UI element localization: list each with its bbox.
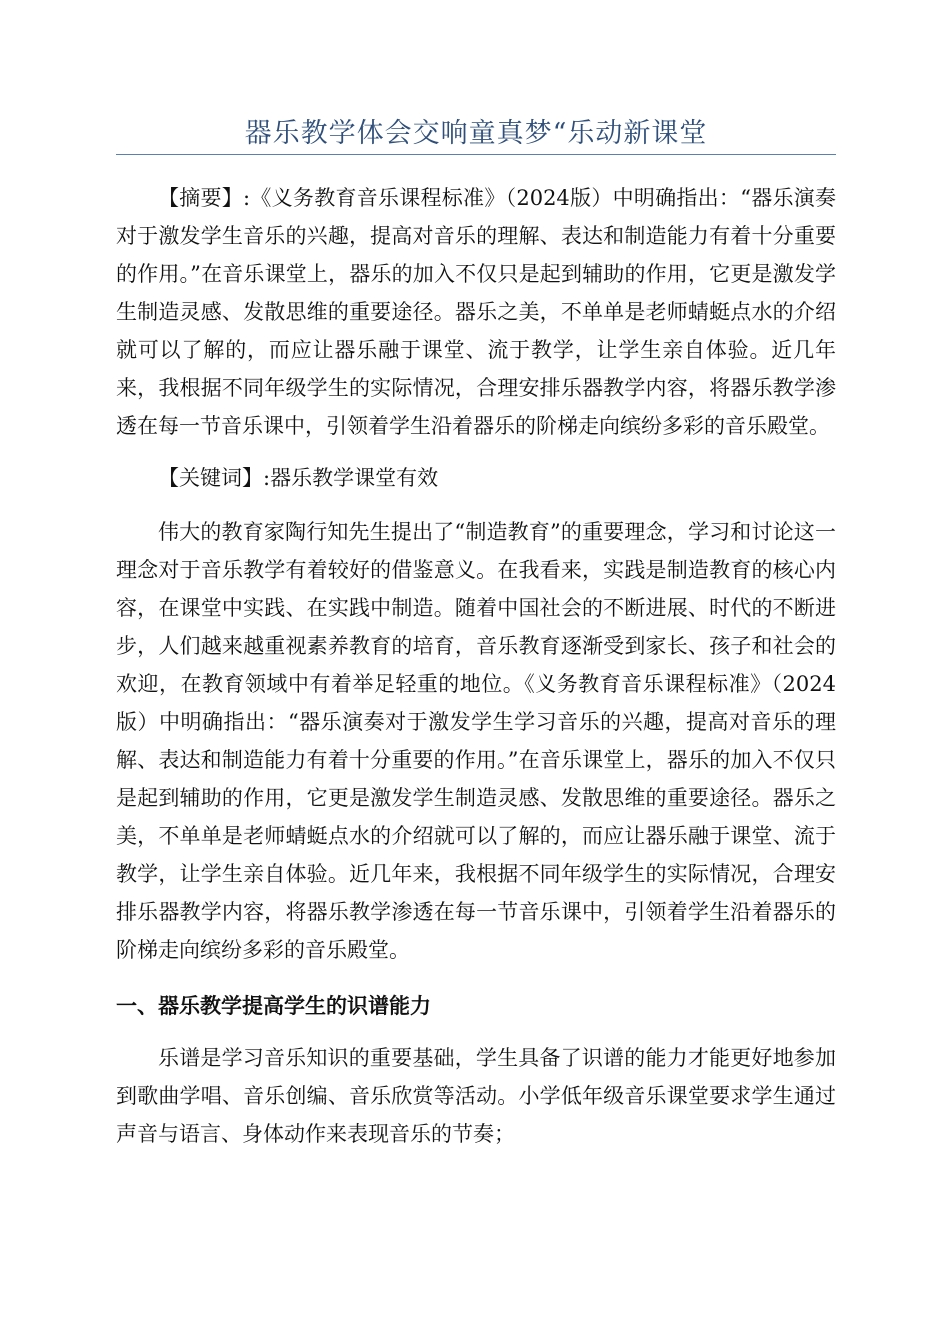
title-underline xyxy=(116,154,836,155)
abstract-paragraph: 【摘要】:《义务教育音乐课程标准》（2024版）中明确指出：“器乐演奏对于激发学生音乐的兴趣，提高对音乐的理解、表达和制造能力有着十分重要的作用。”在音乐课堂上，器乐的加入不仅只是起到辅助的作用，它更是激发学生制造灵感、发散思维的重要途径。器乐之美，不单单是老师蜻蜓点水的介绍就可以了解的，而应让器乐融于课堂、流于教学，让学生亲自体验。近几年来，我根据不同年级学生的实际情况，合理安排乐器教学内容，将器乐教学渗透在每一节音乐课中，引领着学生沿着器乐的阶梯走向缤纷多彩的音乐殿堂。 xyxy=(116,186,836,438)
document-page xyxy=(116,0,836,1153)
keywords-paragraph: 【关键词】:器乐教学课堂有效 xyxy=(158,466,439,490)
document-title: 器乐教学体会交响童真梦“乐动新课堂 xyxy=(244,118,708,149)
intro-paragraph: 伟大的教育家陶行知先生提出了“制造教育”的重要理念，学习和讨论这一理念对于音乐教学有着较好的借鉴意义。在我看来，实践是制造教育的核心内容，在课堂中实践、在实践中制造。随着中国社会的不断进展、时代的不断进步，人们越来越重视素养教育的培育，音乐教育逐渐受到家长、孩子和社会的欢迎，在教育领域中有着举足轻重的地位。《义务教育音乐课程标准》（2024版）中明确指出：“器乐演奏对于激发学生学习音乐的兴趣，提高对音乐的理解、表达和制造能力有着十分重要的作用。”在音乐课堂上，器乐的加入不仅只是起到辅助的作用，它更是激发学生制造灵感、发散思维的重要途径。器乐之美，不单单是老师蜻蜓点水的介绍就可以了解的，而应让器乐融于课堂、流于教学，让学生亲自体验。近几年来，我根据不同年级学生的实际情况，合理安排乐器教学内容，将器乐教学渗透在每一节音乐课中，引领着学生沿着器乐的阶梯走向缤纷多彩的音乐殿堂。 xyxy=(116,520,836,962)
section-1-heading: 一、器乐教学提高学生的识谱能力 xyxy=(116,994,431,1018)
section-1-paragraph: 乐谱是学习音乐知识的重要基础，学生具备了识谱的能力才能更好地参加到歌曲学唱、音乐创编、音乐欣赏等活动。小学低年级音乐课堂要求学生通过声音与语言、身体动作来表现音乐的节奏； xyxy=(116,1046,836,1146)
